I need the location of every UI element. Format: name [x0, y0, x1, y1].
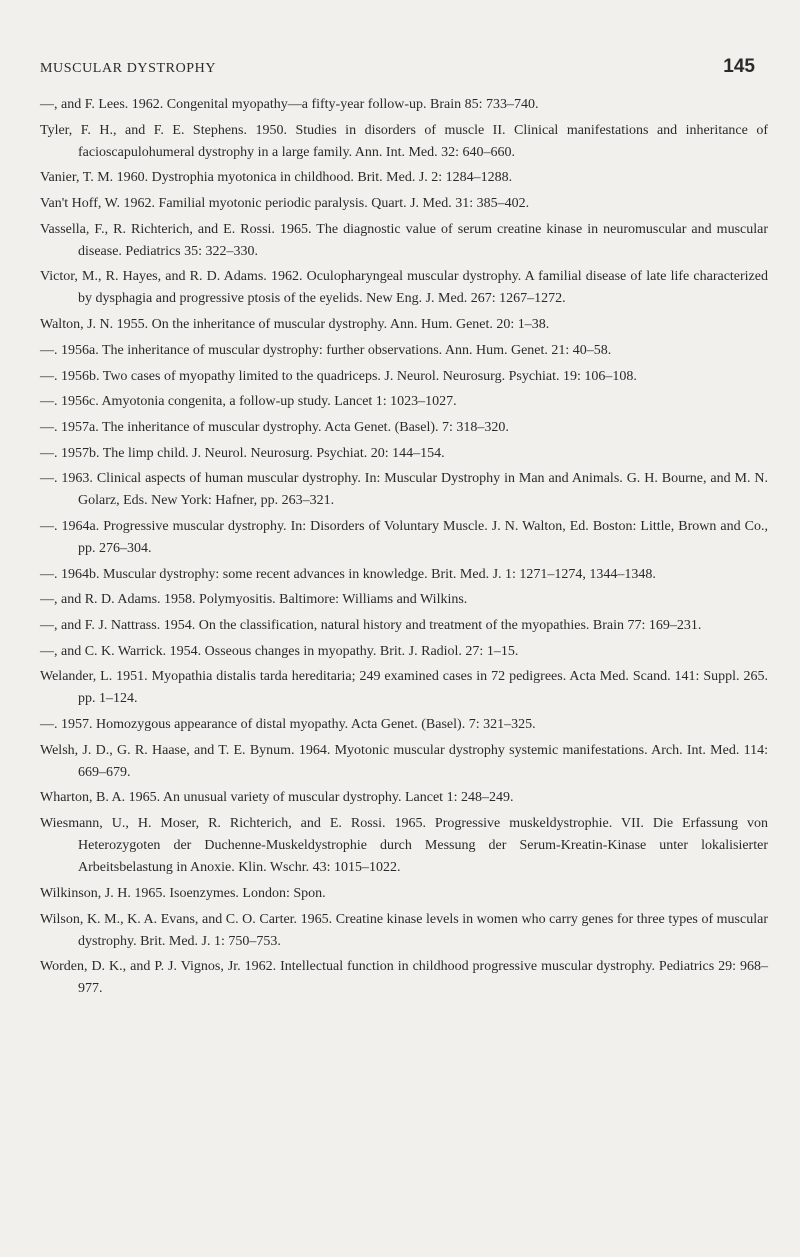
reference-entry: —. 1956a. The inheritance of muscular dystrophy: further observations. Ann. Hum. Genet. 21: 40–58. [40, 342, 612, 358]
reference-entry: Van't Hoff, W. 1962. Familial myotonic periodic paralysis. Quart. J. Med. 31: 385–402. [40, 196, 530, 212]
reference-entry: —. 1957a. The inheritance of muscular dystrophy. Acta Genet. (Basel). 7: 318–320. [40, 419, 509, 435]
running-head: MUSCULAR DYSTROPHY [40, 61, 217, 76]
reference-entry: Wiesmann, U., H. Moser, R. Richterich, and E. Rossi. 1965. Progressive muskeldystrophie. VII. Die Erfassung von Heterozygoten der Duchenne-Muskeldystrophie durch Messung der Serum-Kreatin-Kinase unter lokalisierter Arbeitsbelastung in Anoxie. Klin. Wschr. 43: 1015–1022. [40, 816, 768, 876]
reference-entry: —. 1957b. The limp child. J. Neurol. Neurosurg. Psychiat. 20: 144–154. [40, 445, 445, 461]
reference-list [40, 94, 768, 1004]
reference-entry: —. 1964b. Muscular dystrophy: some recent advances in knowledge. Brit. Med. J. 1: 1271–1274, 1344–1348. [40, 566, 656, 582]
reference-entry: Worden, D. K., and P. J. Vignos, Jr. 1962. Intellectual function in childhood progressive muscular dystrophy. Pediatrics 29: 968–977. [40, 959, 768, 997]
page-header [40, 56, 760, 78]
reference-entry: Vanier, T. M. 1960. Dystrophia myotonica in childhood. Brit. Med. J. 2: 1284–1288. [40, 170, 513, 186]
reference-entry: —, and F. Lees. 1962. Congenital myopathy—a fifty-year follow-up. Brain 85: 733–740. [40, 97, 539, 112]
reference-entry: —. 1956c. Amyotonia congenita, a follow-up study. Lancet 1: 1023–1027. [40, 394, 457, 410]
reference-entry: Welander, L. 1951. Myopathia distalis tarda hereditaria; 249 examined cases in 72 pedigrees. Acta Med. Scand. 141: Suppl. 265. pp. 1–124. [40, 669, 768, 707]
reference-entry: —, and C. K. Warrick. 1954. Osseous changes in myopathy. Brit. J. Radiol. 27: 1–15. [40, 643, 519, 659]
reference-entry: —, and R. D. Adams. 1958. Polymyositis. Baltimore: Williams and Wilkins. [40, 592, 468, 608]
reference-entry: Wharton, B. A. 1965. An unusual variety of muscular dystrophy. Lancet 1: 248–249. [40, 790, 514, 806]
reference-entry: —. 1963. Clinical aspects of human muscular dystrophy. In: Muscular Dystrophy in Man and Animals. G. H. Bourne, and M. N. Golarz, Eds. New York: Hafner, pp. 263–321. [40, 471, 768, 509]
reference-entry: Wilson, K. M., K. A. Evans, and C. O. Carter. 1965. Creatine kinase levels in women who carry genes for three types of muscular dystrophy. Brit. Med. J. 1: 750–753. [40, 911, 768, 949]
reference-entry: —. 1956b. Two cases of myopathy limited to the quadriceps. J. Neurol. Neurosurg. Psychiat. 19: 106–108. [40, 368, 637, 384]
reference-entry: —. 1964a. Progressive muscular dystrophy. In: Disorders of Voluntary Muscle. J. N. Walton, Ed. Boston: Little, Brown and Co., pp. 276–304. [40, 518, 768, 556]
reference-entry: Vassella, F., R. Richterich, and E. Rossi. 1965. The diagnostic value of serum creatine kinase in neuromuscular and muscular disease. Pediatrics 35: 322–330. [40, 221, 768, 259]
reference-entry: Victor, M., R. Hayes, and R. D. Adams. 1962. Oculopharyngeal muscular dystrophy. A familial disease of late life characterized by dysphagia and progressive ptosis of the eyelids. New Eng. J. Med. 267: 1267–1272. [40, 269, 768, 307]
reference-entry: Wilkinson, J. H. 1965. Isoenzymes. London: Spon. [40, 885, 326, 901]
page-number: 145 [723, 56, 755, 77]
reference-entry: —. 1957. Homozygous appearance of distal myopathy. Acta Genet. (Basel). 7: 321–325. [40, 717, 536, 733]
reference-entry: Welsh, J. D., G. R. Haase, and T. E. Bynum. 1964. Myotonic muscular dystrophy systemic manifestations. Arch. Int. Med. 114: 669–679. [40, 742, 768, 780]
reference-entry: Tyler, F. H., and F. E. Stephens. 1950. Studies in disorders of muscle II. Clinical manifestations and inheritance of facioscapulohumeral dystrophy in a large family. Ann. Int. Med. 32: 640–660. [40, 122, 768, 160]
reference-entry: —, and F. J. Nattrass. 1954. On the classification, natural history and treatment of the myopathies. Brain 77: 169–231. [40, 618, 702, 633]
reference-entry: Walton, J. N. 1955. On the inheritance of muscular dystrophy. Ann. Hum. Genet. 20: 1–38. [40, 317, 550, 333]
